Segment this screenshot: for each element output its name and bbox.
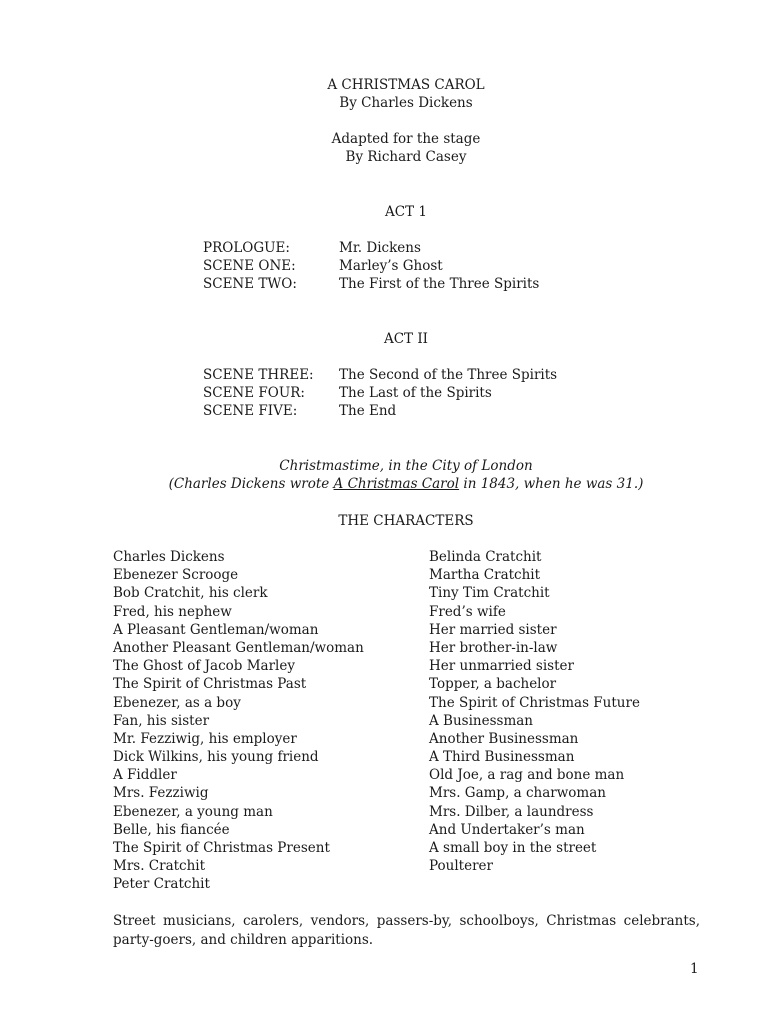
act2-scene-name: The Second of the Three Spirits	[339, 367, 558, 383]
character-entry: Peter Cratchit	[113, 876, 210, 893]
character-entry: Another Pleasant Gentleman/woman	[113, 639, 364, 656]
act1-scene-name: Mr. Dickens	[339, 240, 421, 256]
character-entry: Mrs. Fezziwig	[113, 785, 209, 802]
author-line: By Charles Dickens	[339, 95, 473, 111]
character-entry: Mrs. Dilber, a laundress	[429, 803, 594, 820]
character-entry: The Spirit of Christmas Past	[113, 676, 307, 693]
character-entry: Belinda Cratchit	[429, 549, 542, 565]
setting-note-pre: (Charles Dickens wrote	[168, 476, 334, 492]
character-entry: The Ghost of Jacob Marley	[113, 658, 295, 675]
setting-line: Christmastime, in the City of London	[279, 458, 533, 474]
act1-scene-label: PROLOGUE:	[203, 240, 290, 256]
book-title: A Christmas Carol	[333, 476, 460, 492]
character-entry: A Pleasant Gentleman/woman	[113, 621, 319, 638]
extras-paragraph: Street musicians, carolers, vendors, passers-by, schoolboys, Christmas celebrants, party-goers, and children apparitions.	[113, 913, 700, 948]
act1-scene-name: Marley’s Ghost	[339, 258, 443, 274]
character-entry: Her unmarried sister	[429, 658, 574, 675]
characters-heading: THE CHARACTERS	[338, 513, 474, 529]
act1-heading: ACT 1	[385, 204, 427, 220]
adaptation-line: Adapted for the stage	[331, 131, 481, 147]
character-entry: Dick Wilkins, his young friend	[113, 749, 319, 766]
character-entry: Topper, a bachelor	[429, 676, 557, 693]
character-entry: Ebenezer Scrooge	[113, 567, 239, 584]
page-number: 1	[690, 961, 699, 977]
character-entry: Another Businessman	[429, 730, 579, 747]
character-entry: Poulterer	[429, 858, 493, 875]
act1-scene-label: SCENE TWO:	[203, 276, 297, 292]
act2-scene-label: SCENE FOUR:	[203, 385, 305, 401]
character-entry: And Undertaker’s man	[429, 821, 585, 838]
character-entry: A small boy in the street	[429, 840, 597, 856]
character-entry: Ebenezer, as a boy	[113, 694, 241, 711]
act2-scene-label: SCENE THREE:	[203, 367, 314, 383]
character-entry: The Spirit of Christmas Future	[429, 694, 640, 711]
setting-note-post: in 1843, when he was 31.)	[459, 476, 644, 492]
act2-scene-name: The End	[339, 403, 397, 419]
character-entry: Fan, his sister	[113, 712, 210, 729]
character-entry: Ebenezer, a young man	[113, 803, 273, 820]
character-entry: Mrs. Gamp, a charwoman	[429, 785, 606, 802]
character-entry: Charles Dickens	[113, 549, 225, 565]
setting-note	[0, 475, 768, 493]
character-entry: Her brother-in-law	[429, 639, 558, 656]
character-entry: Old Joe, a rag and bone man	[429, 767, 625, 784]
character-entry: Fred, his nephew	[113, 603, 232, 620]
character-entry: A Businessman	[429, 712, 533, 729]
character-entry: The Spirit of Christmas Present	[113, 840, 330, 856]
act1-scene-label: SCENE ONE:	[203, 258, 296, 274]
character-entry: Mrs. Cratchit	[113, 858, 206, 875]
character-entry: Bob Cratchit, his clerk	[113, 585, 268, 602]
character-entry: Fred’s wife	[429, 603, 506, 620]
play-title: A CHRISTMAS CAROL	[327, 77, 485, 93]
act1-scene-name: The First of the Three Spirits	[339, 276, 540, 292]
character-entry: Belle, his fiancée	[113, 821, 230, 838]
characters-left-column	[113, 548, 364, 894]
characters-right-column	[429, 548, 640, 875]
act2-scene-name: The Last of the Spirits	[339, 385, 492, 401]
character-entry: A Third Businessman	[429, 749, 575, 766]
character-entry: Tiny Tim Cratchit	[429, 585, 550, 602]
character-entry: Her married sister	[429, 621, 557, 638]
act2-heading: ACT II	[383, 331, 429, 347]
character-entry: A Fiddler	[113, 767, 177, 784]
act2-scene-label: SCENE FIVE:	[203, 403, 298, 419]
character-entry: Martha Cratchit	[429, 567, 541, 584]
character-entry: Mr. Fezziwig, his employer	[113, 730, 297, 747]
adapter-line: By Richard Casey	[345, 149, 467, 165]
